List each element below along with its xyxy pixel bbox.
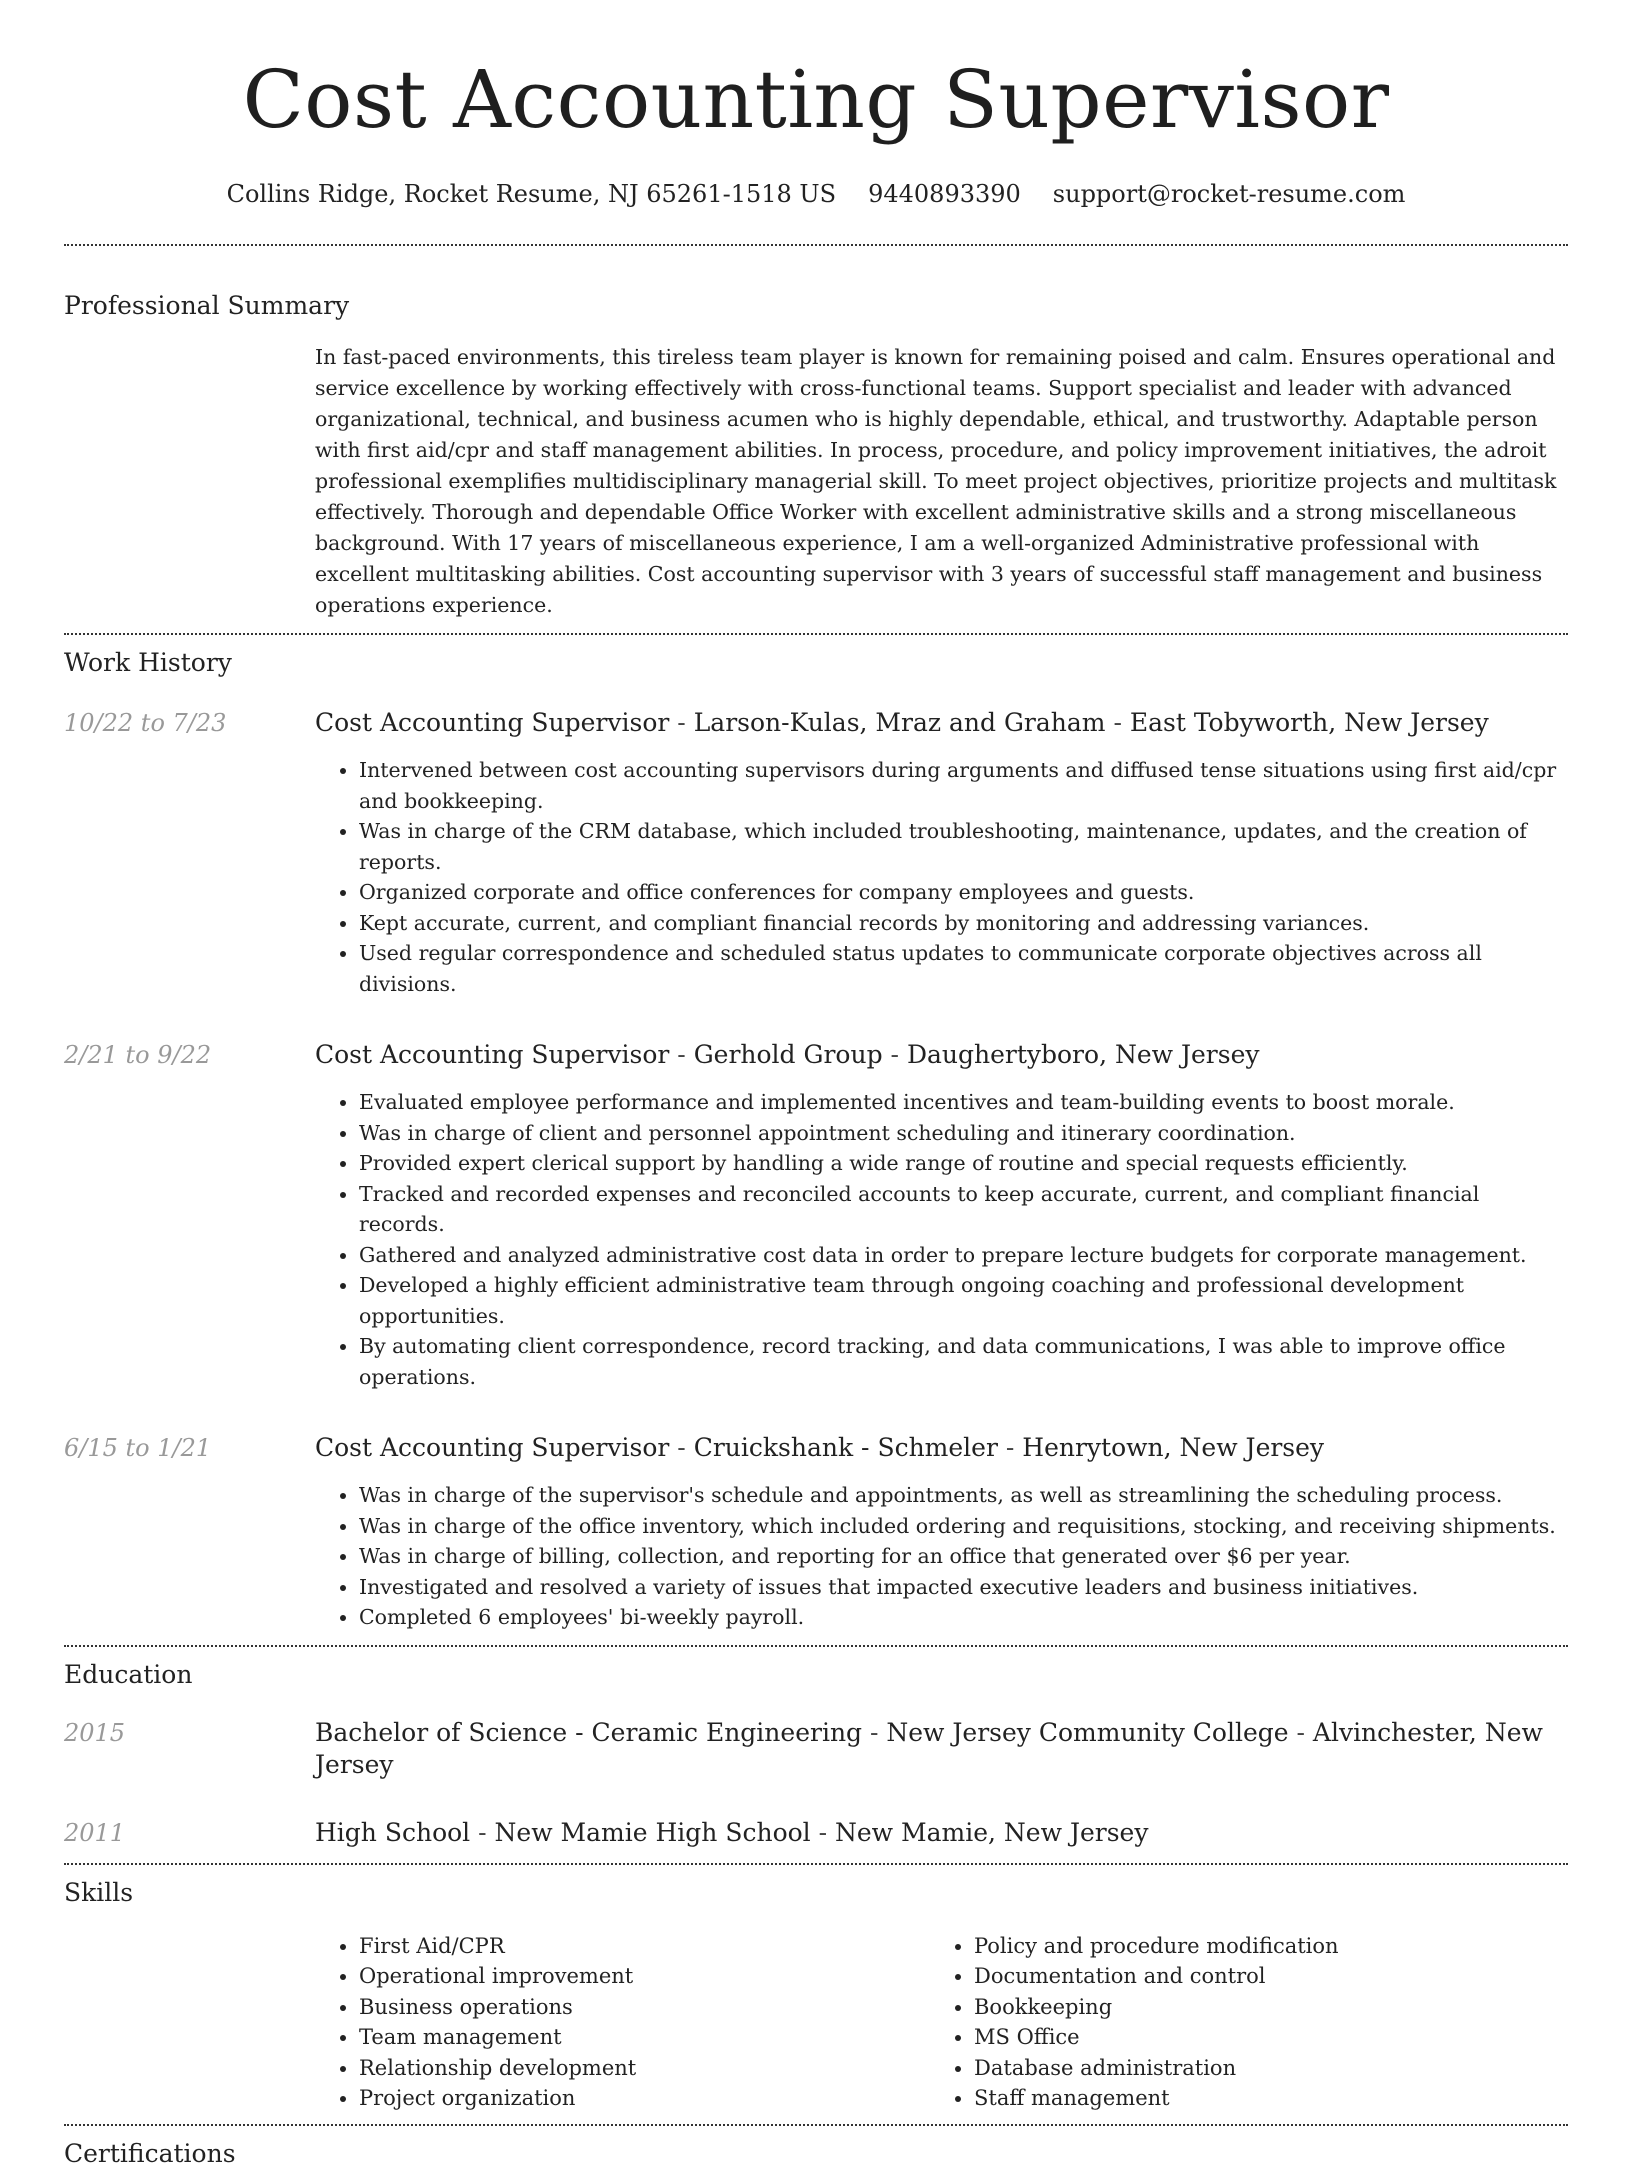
skill-item: • Bookkeeping: [974, 1992, 1545, 2023]
contact-line: [64, 178, 1568, 210]
work-dates: 10/22 to 7/23: [64, 709, 227, 737]
work-dates: 2/21 to 9/22: [64, 1041, 212, 1069]
work-heading: [315, 707, 1568, 739]
section-divider: [64, 633, 1568, 635]
contact-address: Collins Ridge, Rocket Resume, NJ 65261-1518 US: [226, 180, 837, 208]
heading-separator: -: [1105, 708, 1130, 737]
work-bullet: • Tracked and recorded expenses and reconciled accounts to keep accurate, current, and compliant financial records.: [359, 1179, 1568, 1240]
section-divider: [64, 2124, 1568, 2126]
work-bullets: [315, 755, 1568, 999]
work-heading: [315, 1432, 1568, 1464]
education-list: [64, 1717, 1568, 1849]
work-company: Larson-Kulas, Mraz and Graham: [693, 708, 1106, 737]
work-bullet: • Was in charge of client and personnel appointment scheduling and itinerary coordination.: [359, 1118, 1568, 1149]
work-bullet: • Provided expert clerical support by handling a wide range of routine and special requests efficiently.: [359, 1148, 1568, 1179]
work-entry: [64, 1432, 1568, 1633]
heading-separator: -: [1288, 1717, 1313, 1747]
work-bullet: • Organized corporate and office conferences for company employees and guests.: [359, 877, 1568, 908]
skills-column-left: [315, 1931, 930, 2114]
skill-item: • Database administration: [974, 2053, 1545, 2084]
work-bullet: • Investigated and resolved a variety of issues that impacted executive leaders and business initiatives.: [359, 1572, 1568, 1603]
work-company: Cruickshank - Schmeler: [693, 1433, 998, 1462]
skill-item: • Documentation and control: [974, 1961, 1545, 1992]
heading-separator: -: [669, 1040, 694, 1069]
work-heading: [315, 1039, 1568, 1071]
skill-item: • MS Office: [974, 2022, 1545, 2053]
heading-separator: -: [810, 1817, 836, 1847]
education-entry: [64, 1817, 1568, 1849]
work-bullet: • Intervened between cost accounting supervisors during arguments and diffused tense situations using first aid/cpr and bookkeeping.: [359, 755, 1568, 816]
work-bullet: • Evaluated employee performance and implemented incentives and team-building events to boost morale.: [359, 1087, 1568, 1118]
skill-item: • Operational improvement: [359, 1961, 930, 1992]
work-bullet: • Was in charge of billing, collection, and reporting for an office that generated over $6 per year.: [359, 1541, 1568, 1572]
work-bullets: [315, 1480, 1568, 1633]
work-section-title: Work History: [64, 648, 232, 677]
skills-section-title: Skills: [64, 1877, 134, 1907]
heading-separator: -: [669, 1433, 694, 1462]
work-location: Daughertyboro, New Jersey: [906, 1040, 1260, 1069]
education-heading: [315, 1817, 1148, 1849]
work-bullet: • Completed 6 employees' bi-weekly payroll.: [359, 1602, 1568, 1633]
skill-item: • Team management: [359, 2022, 930, 2053]
skill-item: • Staff management: [974, 2083, 1545, 2114]
work-location: Henrytown, New Jersey: [1022, 1433, 1325, 1462]
education-location: Alvinchester, New Jersey: [315, 1717, 1543, 1779]
work-dates: 6/15 to 1/21: [64, 1434, 212, 1462]
summary-section-title: Professional Summary: [64, 291, 350, 320]
work-bullet: • Used regular correspondence and scheduled status updates to communicate corporate objectives across all divisions.: [359, 938, 1568, 999]
summary-text: In fast-paced environments, this tireless team player is known for remaining poised and calm. Ensures operational and service excellence by working effectively with cross-functional teams. Support specialist and leader with advanced organizational, technical, and business acumen who is highly dependable, ethical, and trustworthy. Adaptable person with first aid/cpr and staff management abilities. In process, procedure, and policy improvement initiatives, the adroit professional exemplifies multidisciplinary managerial skill. To meet project objectives, prioritize projects and multitask effectively. Thorough and dependable Office Worker with excellent administrative skills and a strong miscellaneous background. With 17 years of miscellaneous experience, I am a well-organized Administrative professional with excellent multitasking abilities. Cost accounting supervisor with 3 years of successful staff management and business operations experience.: [315, 345, 1557, 617]
resume-page: [64, 0, 1568, 2170]
work-bullet: • By automating client correspondence, record tracking, and data communications, I was able to improve office operations.: [359, 1331, 1568, 1392]
heading-separator: -: [882, 1040, 907, 1069]
education-year: 2011: [64, 1818, 126, 1847]
work-entry-body: [315, 1432, 1568, 1633]
work-entry: [64, 707, 1568, 999]
work-bullet: • Was in charge of the supervisor's schedule and appointments, as well as streamlining the scheduling process.: [359, 1480, 1568, 1511]
skill-item: • Relationship development: [359, 2053, 930, 2084]
heading-separator: -: [997, 1433, 1023, 1462]
work-role: Cost Accounting Supervisor: [315, 1433, 670, 1462]
education-school: New Mamie High School: [494, 1817, 811, 1847]
work-bullet: • Was in charge of the CRM database, which included troubleshooting, maintenance, updates, and the creation of reports.: [359, 816, 1568, 877]
work-company: Gerhold Group: [693, 1040, 883, 1069]
section-divider: [64, 244, 1568, 246]
education-degree: Bachelor of Science - Ceramic Engineering: [315, 1717, 863, 1747]
section-divider: [64, 1863, 1568, 1865]
education-entry: [64, 1717, 1568, 1781]
candidate-name: Cost Accounting Supervisor: [242, 53, 1390, 146]
work-role: Cost Accounting Supervisor: [315, 1040, 670, 1069]
education-section-title: Education: [64, 1659, 193, 1689]
contact-phone: 9440893390: [868, 180, 1021, 208]
work-history-list: [64, 707, 1568, 1633]
contact-email: support@rocket-resume.com: [1052, 180, 1406, 208]
education-school: New Jersey Community College: [886, 1717, 1289, 1747]
work-entry: [64, 1039, 1568, 1392]
skill-item: • Policy and procedure modification: [974, 1931, 1545, 1962]
work-bullet: • Was in charge of the office inventory, which included ordering and requisitions, stocking, and receiving shipments.: [359, 1511, 1568, 1542]
work-bullet: • Gathered and analyzed administrative cost data in order to prepare lecture budgets for corporate management.: [359, 1240, 1568, 1271]
education-heading: [315, 1717, 1568, 1781]
work-bullets: [315, 1087, 1568, 1392]
education-degree: High School: [315, 1817, 471, 1847]
work-bullet: • Kept accurate, current, and compliant financial records by monitoring and addressing variances.: [359, 908, 1568, 939]
section-divider: [64, 1645, 1568, 1647]
heading-separator: -: [862, 1717, 887, 1747]
heading-separator: -: [470, 1817, 495, 1847]
education-location: New Mamie, New Jersey: [835, 1817, 1149, 1847]
work-role: Cost Accounting Supervisor: [315, 708, 670, 737]
resume-header: [64, 0, 1568, 210]
skills-column-right: [930, 1931, 1545, 2114]
skills-grid: [315, 1931, 1568, 2114]
skill-item: • First Aid/CPR: [359, 1931, 930, 1962]
skill-item: • Project organization: [359, 2083, 930, 2114]
certifications-section-title: Certifications: [64, 2138, 236, 2168]
work-entry-body: [315, 1039, 1568, 1392]
work-entry-body: [315, 707, 1568, 999]
education-year: 2015: [64, 1718, 126, 1747]
heading-separator: -: [669, 708, 694, 737]
work-location: East Tobyworth, New Jersey: [1129, 708, 1489, 737]
work-bullet: • Developed a highly efficient administrative team through ongoing coaching and professional development opportunities.: [359, 1270, 1568, 1331]
skill-item: • Business operations: [359, 1992, 930, 2023]
